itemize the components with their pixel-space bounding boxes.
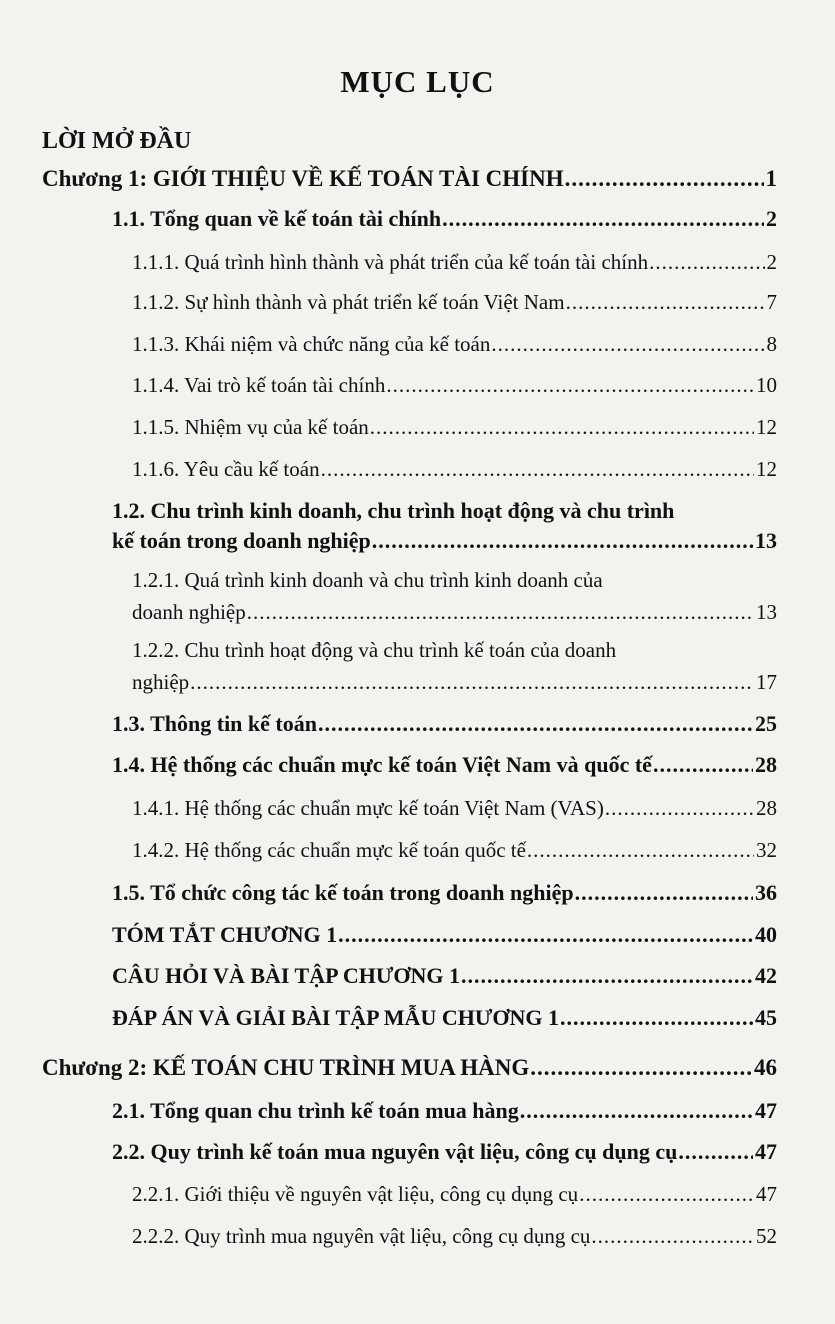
dot-leader <box>190 670 754 695</box>
toc-entry-1-4-1[interactable] <box>132 796 777 821</box>
dot-leader <box>530 1055 752 1081</box>
entry-page: 25 <box>755 711 777 736</box>
toc-entry-chapter-1[interactable] <box>42 166 777 192</box>
toc-entry-1-2[interactable] <box>112 528 777 554</box>
toc-entry-1-1-1[interactable] <box>132 250 777 275</box>
dot-leader <box>520 1098 753 1124</box>
dot-leader <box>442 206 764 232</box>
entry-label: 2.2.2. Quy trình mua nguyên vật liệu, công cụ dụng cụ <box>132 1224 591 1248</box>
toc-entry-1-1-2[interactable] <box>132 290 777 315</box>
toc-entry-1-4[interactable] <box>112 752 777 778</box>
toc-entry-questions-1[interactable] <box>112 963 777 989</box>
toc-entry-1-2-2[interactable] <box>132 670 777 695</box>
entry-page: 52 <box>756 1224 777 1248</box>
toc-entry-1-2-2-line1: 1.2.2. Chu trình hoạt động và chu trình kế toán của doanh <box>132 638 617 662</box>
entry-page: 8 <box>766 332 777 356</box>
entry-label: 1.4.2. Hệ thống các chuẩn mực kế toán quốc tế <box>132 838 526 862</box>
entry-page: 36 <box>755 880 777 905</box>
entry-label: 2.2. Quy trình kế toán mua nguyên vật liệu, công cụ dụng cụ <box>112 1139 678 1164</box>
toc-entry-answers-1[interactable] <box>112 1005 777 1031</box>
entry-label: 1.1.6. Yêu cầu kế toán <box>132 457 320 481</box>
entry-label: 1.1.3. Khái niệm và chức năng của kế toán <box>132 332 491 356</box>
entry-label: 1.4.1. Hệ thống các chuẩn mực kế toán Việt Nam (VAS) <box>132 796 604 820</box>
entry-page: 46 <box>754 1055 777 1080</box>
toc-entry-chapter-2[interactable] <box>42 1055 777 1081</box>
toc-entry-1-2-1[interactable] <box>132 600 777 625</box>
toc-entry-1-1-5[interactable] <box>132 415 777 440</box>
entry-label: nghiệp <box>132 670 190 694</box>
entry-page: 47 <box>755 1098 777 1123</box>
entry-page: 12 <box>756 457 777 481</box>
entry-page: 13 <box>756 600 777 624</box>
entry-label: 1.1.5. Nhiệm vụ của kế toán <box>132 415 369 439</box>
entry-label: 1.3. Thông tin kế toán <box>112 711 317 736</box>
toc-entry-2-2[interactable] <box>112 1139 777 1165</box>
dot-leader <box>461 963 753 989</box>
entry-label: 1.4. Hệ thống các chuẩn mực kế toán Việt Nam và quốc tế <box>112 752 652 777</box>
entry-page: 47 <box>756 1182 777 1206</box>
dot-leader <box>491 332 764 357</box>
entry-page: 12 <box>756 415 777 439</box>
entry-page: 2 <box>766 206 777 231</box>
entry-page: 40 <box>755 922 777 947</box>
toc-entry-1-1-3[interactable] <box>132 332 777 357</box>
entry-label: ĐÁP ÁN VÀ GIẢI BÀI TẬP MẪU CHƯƠNG 1 <box>112 1005 559 1030</box>
toc-entry-1-3[interactable] <box>112 711 777 737</box>
entry-label: TÓM TẮT CHƯƠNG 1 <box>112 922 338 947</box>
toc-entry-1-4-2[interactable] <box>132 838 777 863</box>
entry-label: 1.1.2. Sự hình thành và phát triển kế toán Việt Nam <box>132 290 565 314</box>
entry-page: 47 <box>755 1139 777 1164</box>
entry-page: 2 <box>766 250 777 274</box>
entry-page: 7 <box>766 290 777 314</box>
entry-page: 42 <box>755 963 777 988</box>
entry-page: 28 <box>756 796 777 820</box>
entry-label: Chương 2: KẾ TOÁN CHU TRÌNH MUA HÀNG <box>42 1055 530 1080</box>
preface-heading: LỜI MỞ ĐẦU <box>42 128 192 154</box>
dot-leader <box>338 922 753 948</box>
toc-entry-1-1-6[interactable] <box>132 457 777 482</box>
entry-label: 1.5. Tổ chức công tác kế toán trong doanh nghiệp <box>112 880 574 905</box>
toc-entry-1-1-4[interactable] <box>132 373 777 398</box>
dot-leader <box>386 373 754 398</box>
page-title: MỤC LỤC <box>340 64 495 99</box>
dot-leader <box>579 1182 754 1207</box>
dot-leader <box>560 1005 753 1031</box>
entry-page: 45 <box>755 1005 777 1030</box>
entry-page: 17 <box>756 670 777 694</box>
entry-label: 2.1. Tổng quan chu trình kế toán mua hàng <box>112 1098 519 1123</box>
entry-page: 13 <box>755 528 777 553</box>
dot-leader <box>372 528 753 554</box>
dot-leader <box>370 415 754 440</box>
entry-label: 1.1. Tổng quan về kế toán tài chính <box>112 206 442 231</box>
toc-entry-1-2-1-line1: 1.2.1. Quá trình kinh doanh và chu trình kinh doanh của <box>132 568 603 592</box>
dot-leader <box>318 711 753 737</box>
dot-leader <box>678 1139 753 1165</box>
entry-page: 32 <box>756 838 777 862</box>
toc-entry-2-2-2[interactable] <box>132 1224 777 1249</box>
entry-label: 2.2.1. Giới thiệu về nguyên vật liệu, công cụ dụng cụ <box>132 1182 579 1206</box>
dot-leader <box>653 752 753 778</box>
entry-label: 1.1.4. Vai trò kế toán tài chính <box>132 373 386 397</box>
entry-page: 10 <box>756 373 777 397</box>
toc-entry-1-1[interactable] <box>112 206 777 232</box>
entry-label: doanh nghiệp <box>132 600 246 624</box>
entry-page: 28 <box>755 752 777 777</box>
entry-label: 1.1.1. Quá trình hình thành và phát triển của kế toán tài chính <box>132 250 649 274</box>
dot-leader <box>591 1224 754 1249</box>
dot-leader <box>565 166 764 192</box>
dot-leader <box>527 838 754 863</box>
toc-entry-summary-1[interactable] <box>112 922 777 948</box>
dot-leader <box>247 600 754 625</box>
toc-entry-1-5[interactable] <box>112 880 777 906</box>
entry-page: 1 <box>765 166 777 191</box>
dot-leader <box>321 457 754 482</box>
dot-leader <box>649 250 764 275</box>
dot-leader <box>605 796 754 821</box>
toc-entry-2-2-1[interactable] <box>132 1182 777 1207</box>
toc-entry-1-2-line1: 1.2. Chu trình kinh doanh, chu trình hoạt động và chu trình <box>112 498 675 523</box>
entry-label: kế toán trong doanh nghiệp <box>112 528 371 553</box>
entry-label: CÂU HỎI VÀ BÀI TẬP CHƯƠNG 1 <box>112 963 460 988</box>
toc-entry-2-1[interactable] <box>112 1098 777 1124</box>
entry-label: Chương 1: GIỚI THIỆU VỀ KẾ TOÁN TÀI CHÍNH <box>42 166 564 191</box>
dot-leader <box>566 290 765 315</box>
dot-leader <box>575 880 753 906</box>
